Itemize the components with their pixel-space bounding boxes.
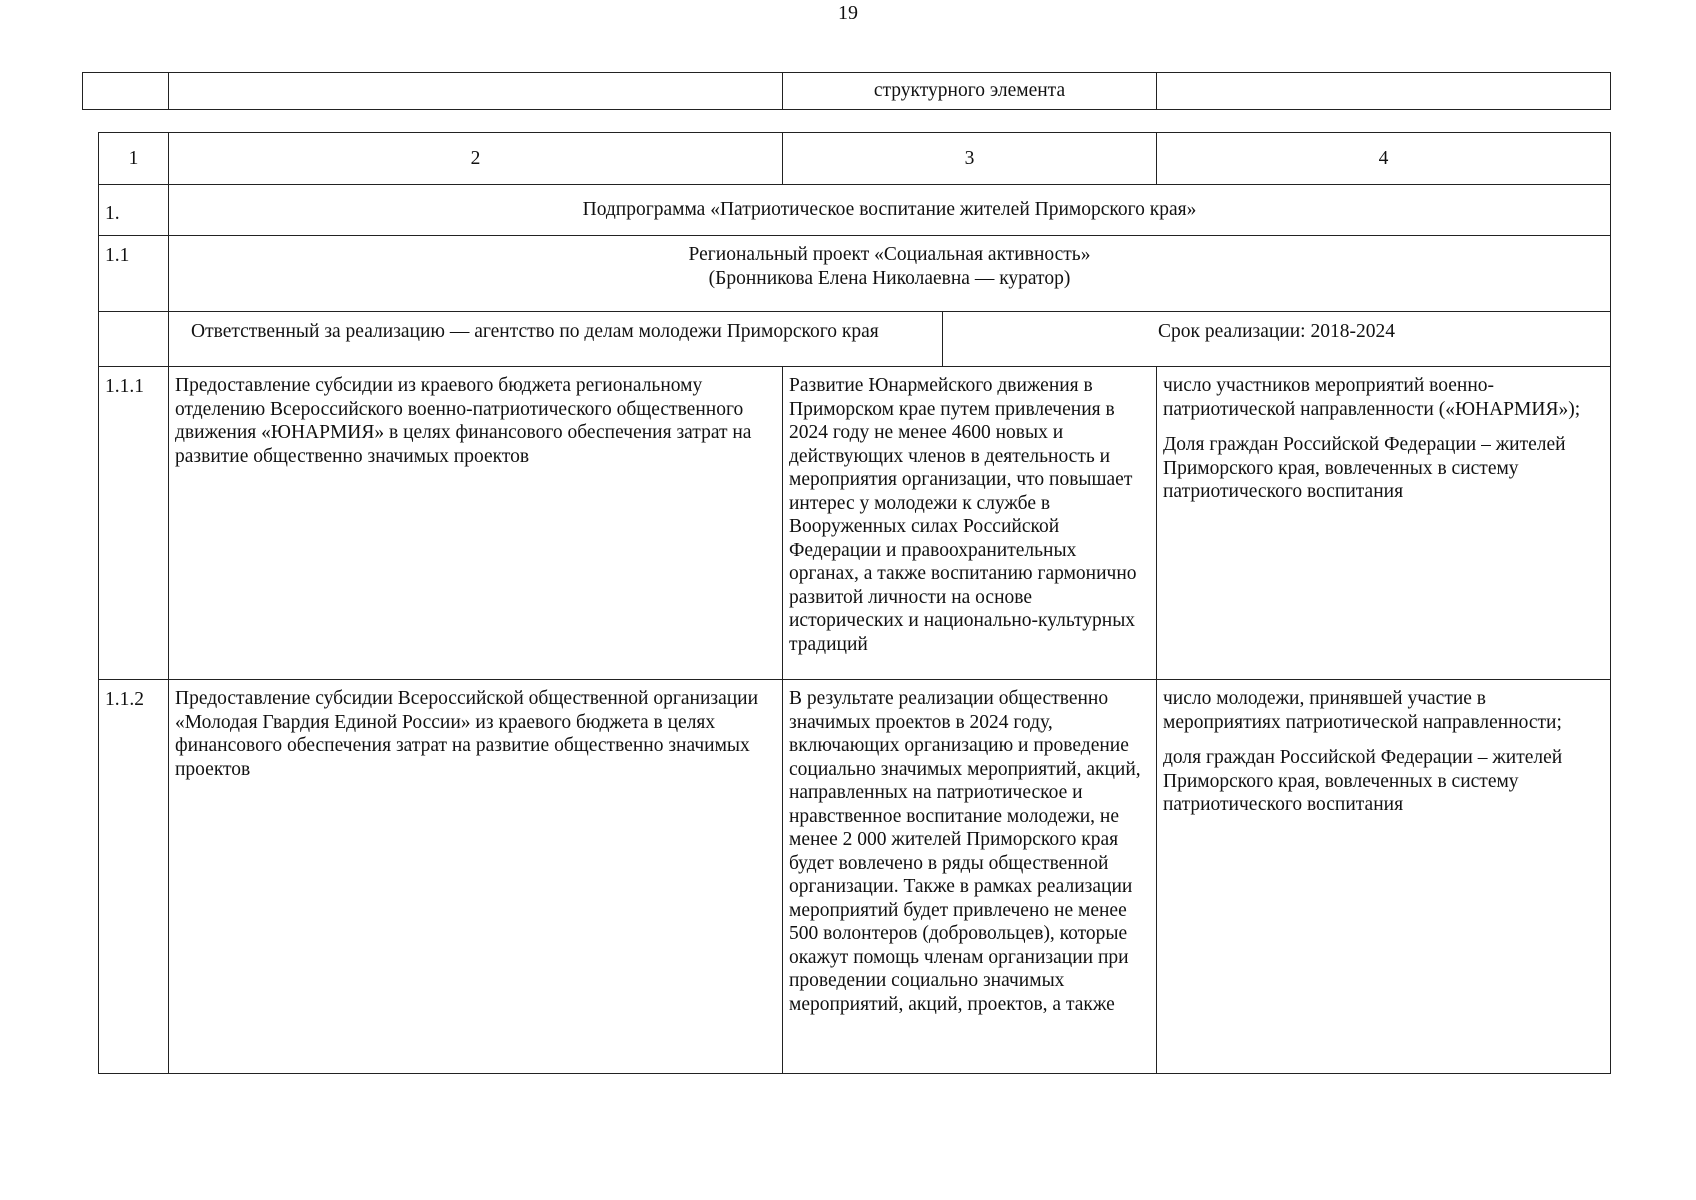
top-cell-3: структурного элемента [783, 73, 1157, 110]
project-name: Региональный проект «Социальная активность» [688, 244, 1091, 265]
continuation-header-table [82, 72, 1611, 110]
column-number-4: 4 [1157, 133, 1611, 185]
project-title [169, 236, 1611, 312]
measure-number: 1.1.2 [99, 680, 169, 1074]
top-cell-1 [83, 73, 169, 110]
indicator-text: доля граждан Российской Федерации – жителей Приморского края, вовлеченных в систему патриотического воспитания [1163, 747, 1563, 815]
measure-indicators [1157, 680, 1611, 1074]
top-cell-4 [1157, 73, 1611, 110]
top-cell-2 [169, 73, 783, 110]
measure-result: В результате реализации общественно значимых проектов в 2024 году, включающих организацию и проведение социально значимых мероприятий, акций, направленных на патриотическое и нравственное воспитание молодежи, не менее 2 000 жителей Приморского края будет вовлечено в ряды общественной организации. Также в рамках реализации мероприятий будет привлечено не менее 500 волонтеров (добровольцев), которые окажут помощь членам организации при проведении социально значимых мероприятий, акций, проектов, а также [783, 680, 1157, 1074]
responsible-agency: Ответственный за реализацию — агентство по делам молодежи Приморского края [169, 312, 943, 366]
indicator-text: число участников мероприятий военно-патриотической направленности («ЮНАРМИЯ»); [1163, 375, 1581, 420]
measures-table [98, 132, 1611, 1074]
measure-number: 1.1.1 [99, 367, 169, 680]
subprogram-title: Подпрограмма «Патриотическое воспитание жителей Приморского края» [169, 185, 1611, 236]
measure-description: Предоставление субсидии из краевого бюджета региональному отделению Всероссийского военно-патриотического общественного движения «ЮНАРМИЯ» в целях финансового обеспечения затрат на развитие общественно значимых проектов [169, 367, 783, 680]
measure-row [99, 680, 1611, 1074]
continuation-header-row [83, 73, 1611, 110]
column-number-2: 2 [169, 133, 783, 185]
column-number-row [99, 133, 1611, 185]
subprogram-row [99, 185, 1611, 236]
column-number-1: 1 [99, 133, 169, 185]
column-number-3: 3 [783, 133, 1157, 185]
measure-row [99, 367, 1611, 680]
measure-description: Предоставление субсидии Всероссийской общественной организации «Молодая Гвардия Единой России» из краевого бюджета в целях финансового обеспечения затрат на развитие общественно значимых проектов [169, 680, 783, 1074]
responsible-row [99, 312, 1611, 367]
subprogram-number: 1. [99, 185, 169, 236]
project-row [99, 236, 1611, 312]
responsible-number-cell [99, 312, 169, 367]
indicator-text: число молодежи, принявшей участие в мероприятиях патриотической направленности; [1163, 688, 1562, 733]
responsible-cell [169, 312, 1611, 367]
page-number: 19 [838, 2, 858, 24]
implementation-period: Срок реализации: 2018-2024 [1158, 321, 1395, 342]
measure-result: Развитие Юнармейского движения в Приморском крае путем привлечения в 2024 году не менее 4600 новых и действующих членов в деятельность и мероприятия организации, что повышает интерес у молодежи к службе в Вооруженных силах Российской Федерации и правоохранительных органах, а также воспитанию гармонично развитой личности на основе исторических и национально-культурных традиций [783, 367, 1157, 680]
project-curator: (Бронникова Елена Николаевна — куратор) [708, 267, 1071, 289]
project-number: 1.1 [99, 236, 169, 312]
measure-indicators [1157, 367, 1611, 680]
indicator-text: Доля граждан Российской Федерации – жителей Приморского края, вовлеченных в систему патриотического воспитания [1163, 434, 1566, 502]
